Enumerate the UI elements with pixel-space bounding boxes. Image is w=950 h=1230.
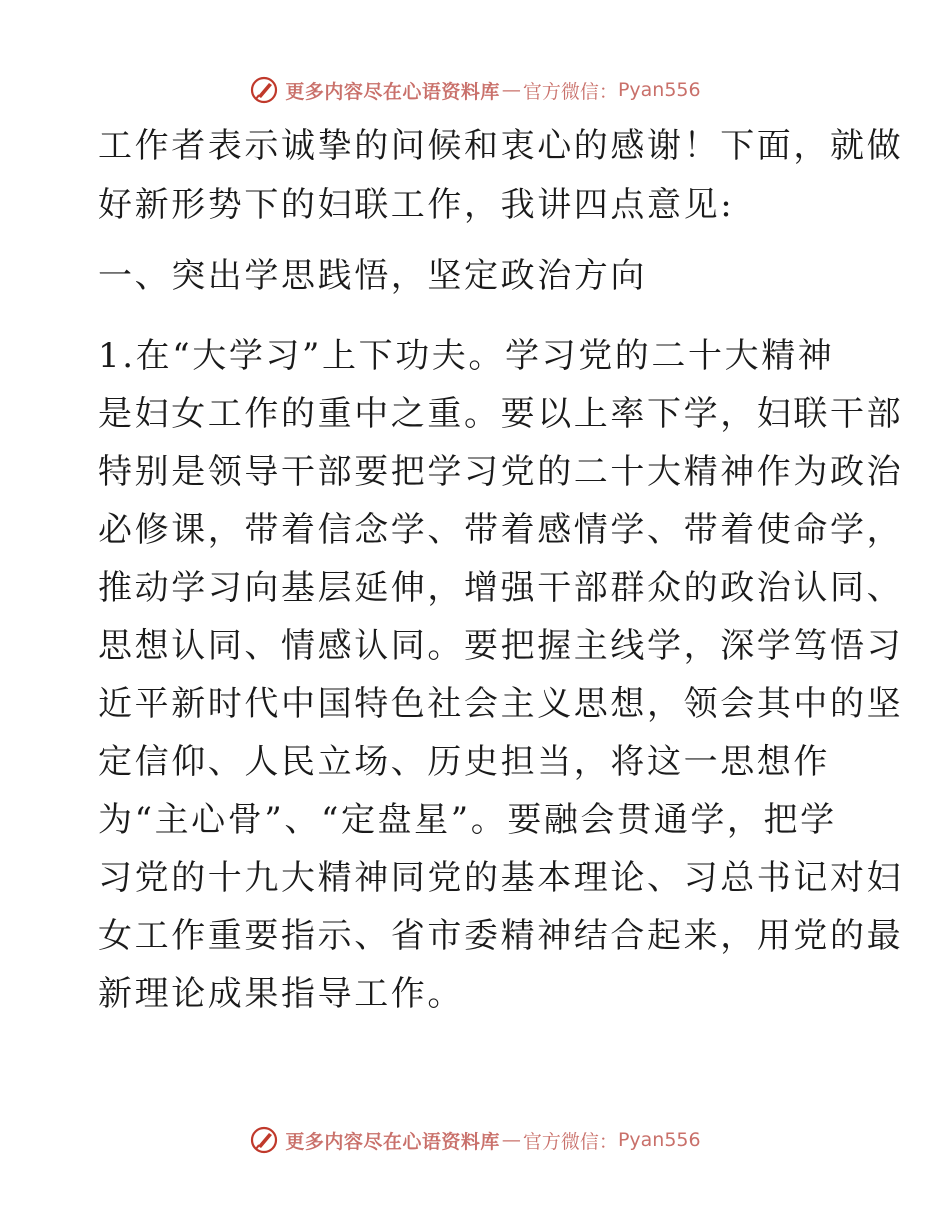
section-heading: 一、突出学思践悟，坚定政治方向 — [98, 256, 647, 296]
text-line: 推动学习向基层延伸，增强干部群众的政治认同、 — [98, 568, 904, 608]
watermark-official-label: 官方微信： — [522, 1130, 618, 1153]
text-line: 是妇女工作的重中之重。要以上率下学，妇联干部 — [98, 394, 904, 434]
watermark-wechat-id: Pyan556 — [617, 79, 701, 101]
watermark-wechat-id: Pyan556 — [617, 1129, 701, 1151]
text-line: 1.在“大学习”上下功夫。学习党的二十大精神 — [98, 336, 835, 376]
text-line: 女工作重要指示、省市委精神结合起来，用党的最 — [98, 916, 904, 956]
text-line: 近平新时代中国特色社会主义思想，领会其中的坚 — [98, 684, 904, 724]
text-line: 新理论成果指导工作。 — [98, 974, 464, 1014]
watermark-site-text: 更多内容尽在心语资料库 — [285, 80, 500, 103]
text-line: 特别是领导干部要把学习党的二十大精神作为政治 — [98, 452, 904, 492]
watermark-official-label: 官方微信： — [522, 80, 618, 103]
watermark-dash: — — [501, 79, 521, 101]
header-watermark — [0, 70, 950, 110]
watermark-site-text: 更多内容尽在心语资料库 — [285, 1130, 500, 1153]
footer-watermark — [0, 1120, 950, 1160]
text-line: 定信仰、人民立场、历史担当，将这一思想作 — [98, 742, 830, 782]
watermark-dash: — — [501, 1129, 521, 1151]
text-line: 必修课，带着信念学、带着感情学、带着使命学， — [98, 510, 904, 550]
quill-logo-icon — [249, 75, 279, 105]
text-line: 习党的十九大精神同党的基本理论、习总书记对妇 — [98, 858, 904, 898]
text-line: 为“主心骨”、“定盘星”。要融会贯通学，把学 — [98, 800, 837, 840]
text-line: 工作者表示诚挚的问候和衷心的感谢！下面，就做 — [98, 126, 904, 166]
text-line: 思想认同、情感认同。要把握主线学，深学笃悟习 — [98, 626, 904, 666]
text-line: 好新形势下的妇联工作，我讲四点意见: — [98, 185, 735, 225]
quill-logo-icon — [249, 1125, 279, 1155]
